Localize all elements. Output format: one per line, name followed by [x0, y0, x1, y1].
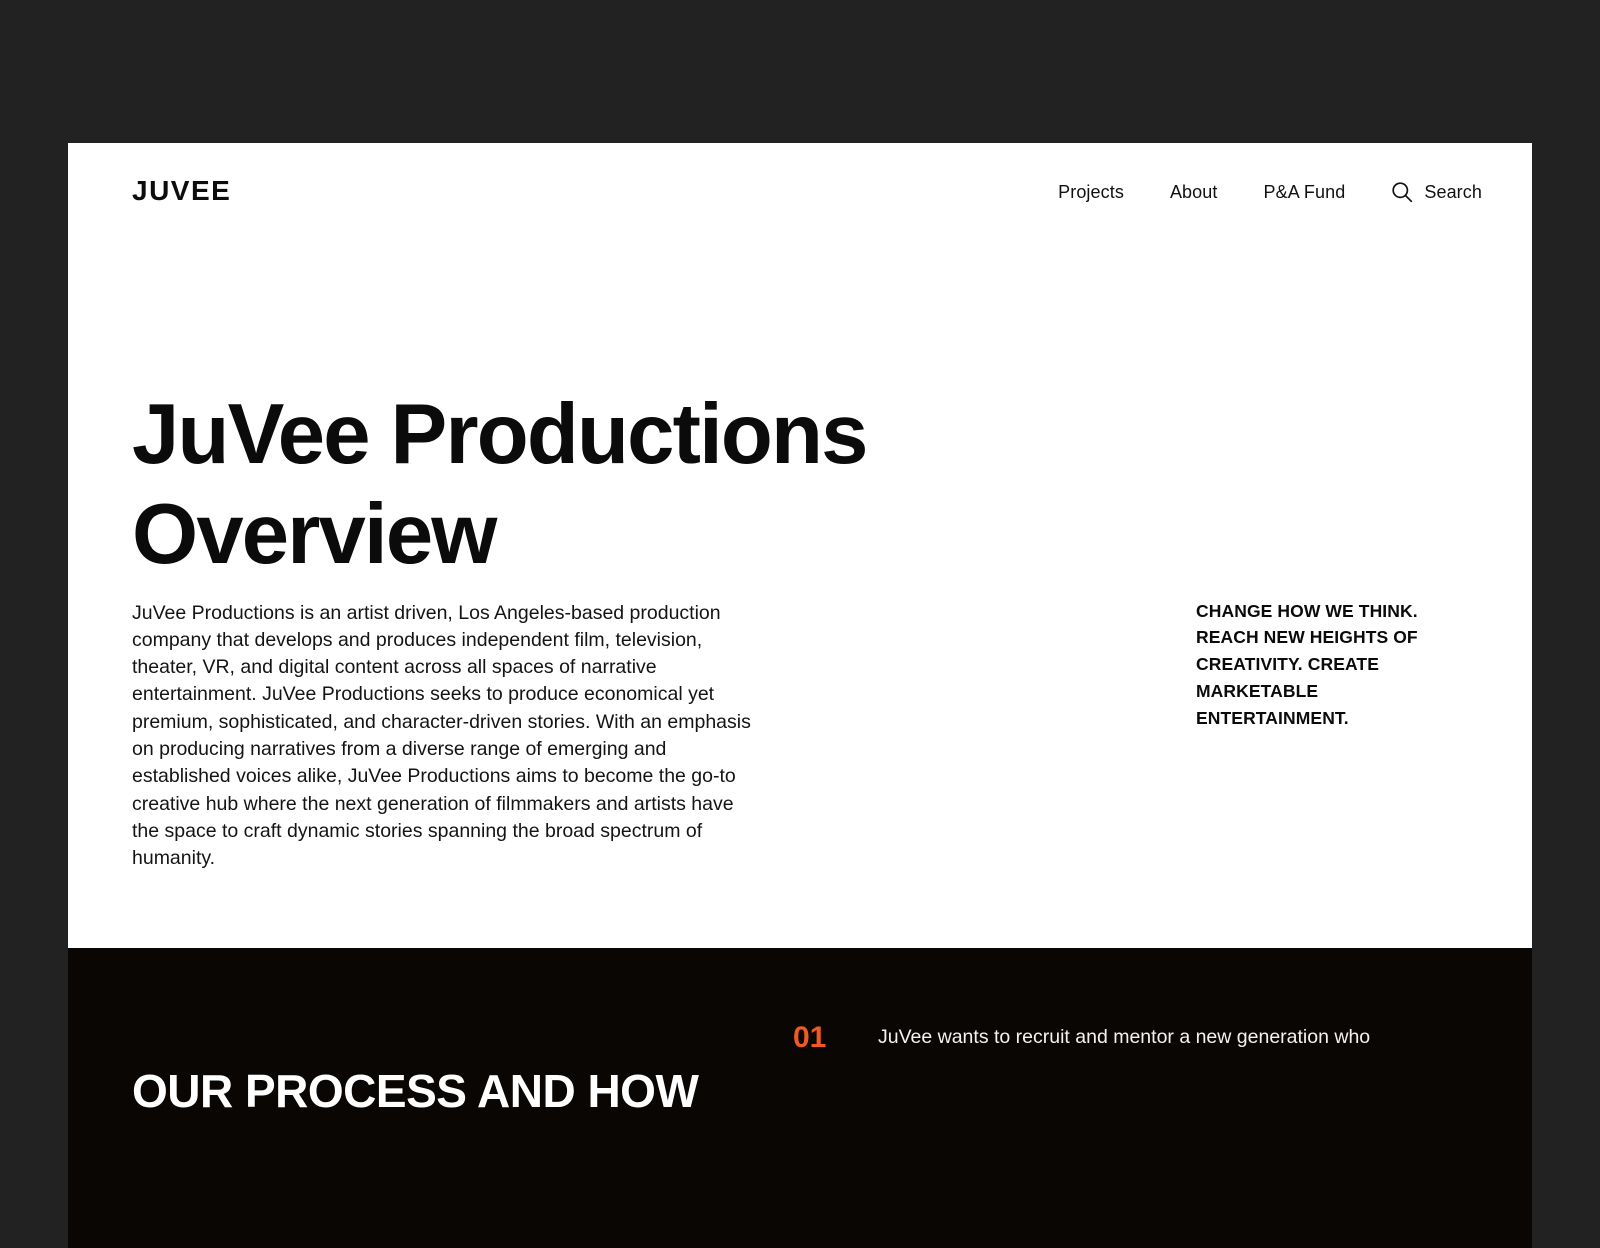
nav-item-pa-fund[interactable]: P&A Fund	[1263, 181, 1346, 202]
browser-viewport	[68, 143, 1532, 1118]
search-button[interactable]	[1391, 181, 1482, 203]
hero-description: JuVee Productions is an artist driven, Los Angeles-based production company that develops and produces independent film, television, theater, VR, and digital content across all spaces of narrative entertainment. JuVee Productions seeks to produce economical yet premium, sophisticated, and character-driven stories. With an emphasis on producing narratives from a diverse range of emerging and established voices alike, JuVee Productions aims to become the go-to creative hub where the next generation of filmmakers and artists have the space to craft dynamic stories spanning the broad spectrum of humanity.	[132, 601, 751, 870]
nav-item-about[interactable]: About	[1169, 181, 1218, 202]
hero-section	[68, 143, 1532, 948]
nav-item-projects[interactable]: Projects	[1058, 181, 1124, 202]
process-list	[793, 1020, 1453, 1056]
site-header	[68, 143, 1532, 253]
process-item-number: 01	[793, 1021, 827, 1054]
process-section	[68, 948, 1532, 1248]
brand-logo[interactable]: JUVEE	[132, 175, 232, 206]
page-title: JuVee Productions Overview	[132, 386, 867, 583]
list-item	[793, 1020, 1453, 1056]
process-heading: OUR PROCESS AND HOW	[132, 1065, 699, 1118]
search-label: Search	[1424, 181, 1482, 202]
process-item-text: JuVee wants to recruit and mentor a new generation who	[878, 1026, 1371, 1048]
hero-tagline: CHANGE HOW WE THINK. REACH NEW HEIGHTS OF CREATIVITY. CREATE MARKETABLE ENTERTAINMENT.	[1196, 600, 1418, 728]
search-icon	[1391, 181, 1413, 203]
main-navigation	[1058, 181, 1482, 203]
